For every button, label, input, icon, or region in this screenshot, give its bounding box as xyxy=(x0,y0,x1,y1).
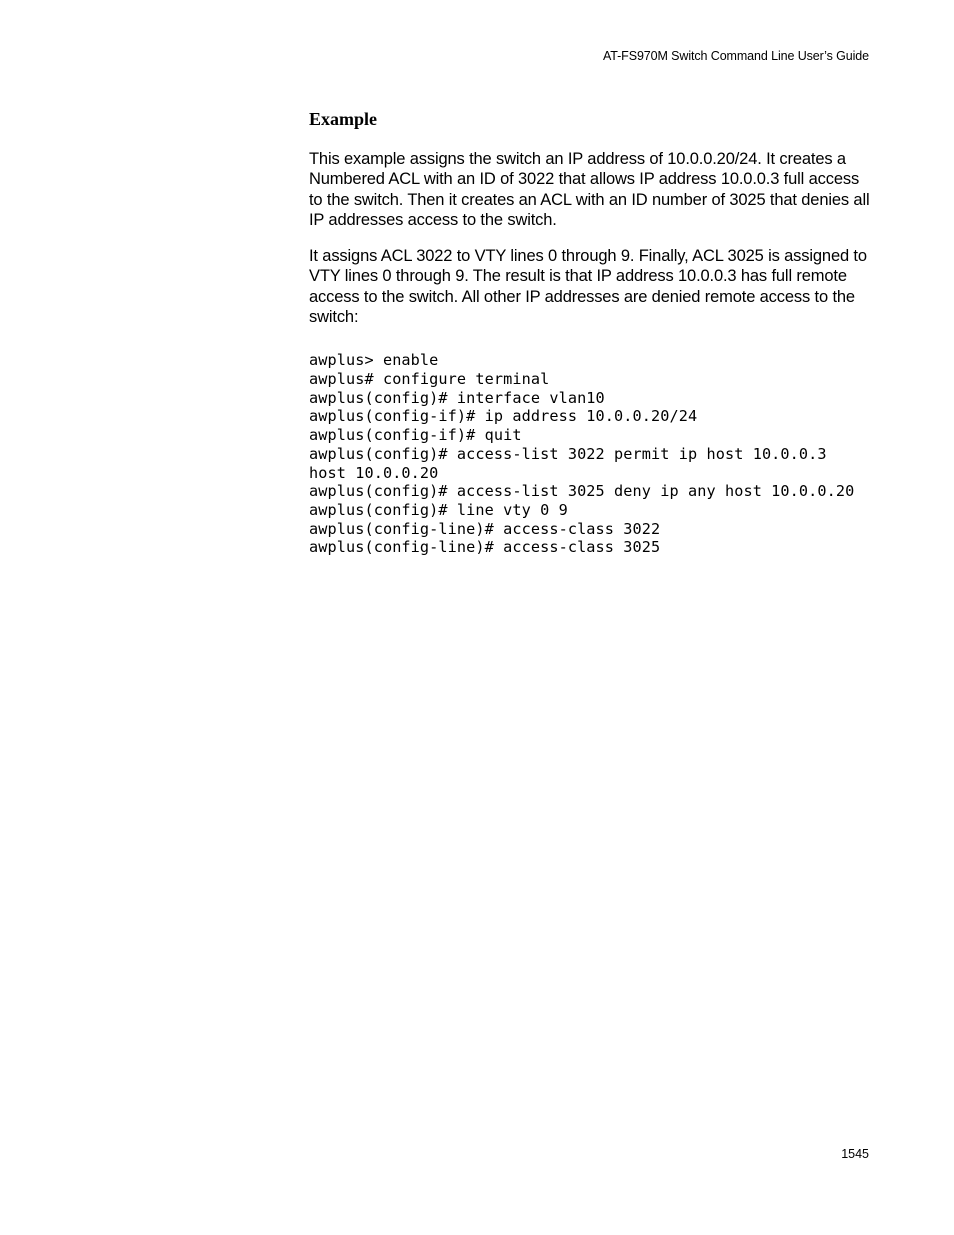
code-line: awplus# configure terminal xyxy=(309,370,550,389)
running-header: AT-FS970M Switch Command Line User’s Guide xyxy=(602,49,869,63)
paragraph-result: It assigns ACL 3022 to VTY lines 0 through 9. Finally, ACL 3025 is assigned to VTY lines 0 through 9. The result is that IP address 10.0.0.3 has full remote access to the switch. All other IP addresses are denied remote access to the switch: xyxy=(309,247,867,327)
code-line: awplus(config-line)# access-class 3025 xyxy=(309,538,661,557)
code-line: awplus> enable xyxy=(309,351,439,370)
main-content xyxy=(309,107,871,557)
code-line: awplus(config)# interface vlan10 xyxy=(309,388,605,407)
code-line: awplus(config)# access-list 3025 deny ip any host 10.0.0.20 xyxy=(309,482,855,501)
code-line: awplus(config)# access-list 3022 permit ip host 10.0.0.3 xyxy=(309,444,827,463)
code-example xyxy=(309,351,871,557)
section-heading: Example xyxy=(309,109,378,129)
paragraph-intro: This example assigns the switch an IP address of 10.0.0.20/24. It creates a Numbered ACL with an ID of 3022 that allows IP address 10.0.0.3 full access to the switch. Then it creates an ACL with an ID number of 3025 that denies all IP addresses access to the switch. xyxy=(309,150,870,229)
code-line: awplus(config-line)# access-class 3022 xyxy=(309,519,661,538)
code-line: awplus(config)# line vty 0 9 xyxy=(309,501,568,519)
code-line: awplus(config-if)# quit xyxy=(309,426,522,445)
code-line: awplus(config-if)# ip address 10.0.0.20/24 xyxy=(309,407,698,426)
code-line: host 10.0.0.20 xyxy=(309,463,439,482)
page-number: 1545 xyxy=(841,1147,869,1161)
